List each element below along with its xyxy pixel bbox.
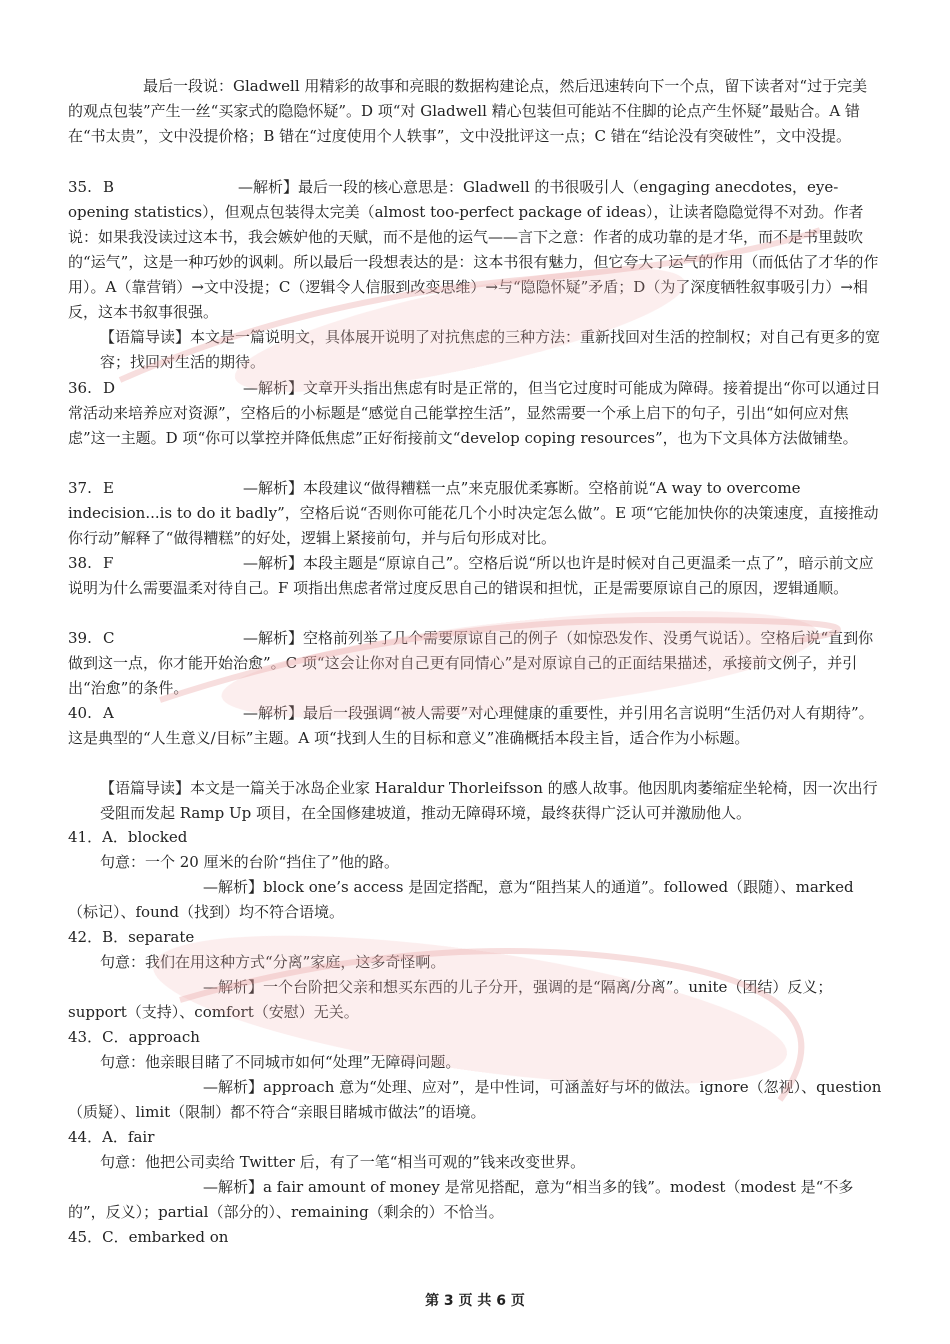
q38-item bbox=[68, 551, 882, 601]
q43-sentence-meaning: 句意：他亲眼目睹了不同城市如何“处理”无障碍问题。 bbox=[100, 1053, 461, 1071]
q45-item bbox=[68, 1225, 882, 1250]
q43-answer-head: 43．C．approach bbox=[68, 1028, 200, 1046]
q41-sentence-meaning: 句意：一个 20 厘米的台阶“挡住了”他的路。 bbox=[100, 853, 399, 871]
q39-item bbox=[68, 626, 882, 701]
guide-thorleifsson-text: 【语篇导读】本文是一篇关于冰岛企业家 Haraldur Thorleifsson 的感人故事。他因肌肉萎缩症坐轮椅，因一次出行受阻而发起 Ramp Up 项目，在全国修建坡道，推动无障碍环境，最终获得广泛认可并激励他人。 bbox=[100, 779, 878, 822]
q40-item bbox=[68, 701, 882, 751]
q39-answer: C bbox=[103, 629, 115, 647]
q34-explanation-tail bbox=[68, 74, 882, 149]
q35-explanation: —解析】最后一段的核心意思是：Gladwell 的书很吸引人（engaging anecdotes，eye-opening statistics），但观点包装得太完美（almost too-perfect package of ideas），让读者隐隐觉得不对劲。作者说：如果我没读过这本书，我会嫉妒他的天赋，而不是他的运气——言下之意：作者的成功靠的是才华，而不是书里鼓吹的“运气”，这是一种巧妙的讽刺。所以最后一段想表达的是：这本书很有魅力，但它夸大了运气的作用（而低估了才华的作用）。A（靠营销）→文中没提；C（逻辑令人信服到改变思维）→与“隐隐怀疑”矛盾；D（为了深度牺牲叙事吸引力）→相反，这本书叙事很强。 bbox=[68, 178, 879, 321]
q42-explanation: —解析】一个台阶把父亲和想买东西的儿子分开，强调的是“隔离/分离”。unite（团结）反义；support（支持）、comfort（安慰）无关。 bbox=[68, 978, 833, 1021]
guide-anxiety-text: 【语篇导读】本文是一篇说明文，具体展开说明了对抗焦虑的三种方法：重新找回对生活的控制权；对自己有更多的宽容；找回对生活的期待。 bbox=[100, 328, 881, 371]
q45-answer-head: 45．C．embarked on bbox=[68, 1228, 229, 1246]
reading-guide-anxiety bbox=[68, 325, 882, 375]
q44-item bbox=[68, 1125, 882, 1225]
q37-explanation: —解析】本段建议“做得糟糕一点”来克服优柔寡断。空格前说“A way to overcome indecision...is to do it badly”，空格后说“否则你可能花几个小时决定怎么做”。E 项“它能加快你的决策速度，直接推动你行动”解释了“做得糟糕”的好处，逻辑上紧接前句，并与后句形成对比。 bbox=[68, 479, 879, 547]
q35-number: 35. bbox=[68, 178, 92, 196]
q36-item bbox=[68, 376, 882, 451]
q41-answer-head: 41．A．blocked bbox=[68, 828, 188, 846]
q41-item bbox=[68, 825, 882, 925]
q36-answer: D bbox=[103, 379, 116, 397]
q36-number: 36. bbox=[68, 379, 92, 397]
q39-explanation: —解析】空格前列举了几个需要原谅自己的例子（如惊恐发作、没勇气说话）。空格后说“直到你做到这一点，你才能开始治愈”。C 项“这会让你对自己更有同情心”是对原谅自己的正面结果描述，承接前文例子，并引出“治愈”的条件。 bbox=[68, 629, 874, 697]
q39-number: 39. bbox=[68, 629, 92, 647]
q40-number: 40. bbox=[68, 704, 92, 722]
q42-sentence-meaning: 句意：我们在用这种方式“分离”家庭，这多奇怪啊。 bbox=[100, 953, 446, 971]
q43-explanation: —解析】approach 意为“处理、应对”，是中性词，可涵盖好与坏的做法。ignore（忽视）、question（质疑）、limit（限制）都不符合“亲眼目睹城市做法”的语境。 bbox=[68, 1078, 882, 1121]
q43-item bbox=[68, 1025, 882, 1125]
q38-number: 38. bbox=[68, 554, 92, 572]
q40-answer: A bbox=[103, 704, 114, 722]
q36-explanation: —解析】文章开头指出焦虑有时是正常的，但当它过度时可能成为障碍。接着提出“你可以通过日常活动来培养应对资源”，空格后的小标题是“感觉自己能掌控生活”，显然需要一个承上启下的句子，引出“如何应对焦虑”这一主题。D 项“你可以掌控并降低焦虑”正好衔接前文“develop coping resources”，也为下文具体方法做铺垫。 bbox=[68, 379, 881, 447]
q37-item bbox=[68, 476, 882, 551]
q34-tail-text: 最后一段说：Gladwell 用精彩的故事和亮眼的数据构建论点，然后迅速转向下一个点，留下读者对“过于完美的观点包装”产生一丝“买家式的隐隐怀疑”。D 项“对 Gladwell 精心包装但可能站不住脚的论点产生怀疑”最贴合。A 错在“书太贵”，文中没提价格；B 错在“过度使用个人轶事”，文中没批评这一点；C 错在“结论没有突破性”，文中没提。 bbox=[68, 77, 868, 145]
q41-explanation: —解析】block one’s access 是固定搭配，意为“阻挡某人的通道”。followed（跟随）、marked（标记）、found（找到）均不符合语境。 bbox=[68, 878, 854, 921]
q37-answer: E bbox=[103, 479, 114, 497]
q38-answer: F bbox=[103, 554, 114, 572]
q44-answer-head: 44．A．fair bbox=[68, 1128, 155, 1146]
q44-sentence-meaning: 句意：他把公司卖给 Twitter 后，有了一笔“相当可观的”钱来改变世界。 bbox=[100, 1153, 586, 1171]
q44-explanation: —解析】a fair amount of money 是常见搭配，意为“相当多的钱”。modest（modest 是“不多的”，反义）；partial（部分的）、remaining（剩余的）不恰当。 bbox=[68, 1178, 854, 1221]
q35-answer: B bbox=[103, 178, 115, 196]
page-footer: 第 3 页 共 6 页 bbox=[425, 1293, 525, 1309]
q37-number: 37. bbox=[68, 479, 92, 497]
reading-guide-thorleifsson bbox=[68, 776, 882, 826]
q42-item bbox=[68, 925, 882, 1025]
q42-answer-head: 42．B．separate bbox=[68, 928, 195, 946]
q40-explanation: —解析】最后一段强调“被人需要”对心理健康的重要性，并引用名言说明“生活仍对人有期待”。这是典型的“人生意义/目标”主题。A 项“找到人生的目标和意义”准确概括本段主旨，适合作为小标题。 bbox=[68, 704, 874, 747]
q38-explanation: —解析】本段主题是“原谅自己”。空格后说“所以也许是时候对自己更温柔一点了”，暗示前文应说明为什么需要温柔对待自己。F 项指出焦虑者常过度反思自己的错误和担忧，正是需要原谅自己的原因，逻辑通顺。 bbox=[68, 554, 874, 597]
q35-item bbox=[68, 175, 882, 325]
